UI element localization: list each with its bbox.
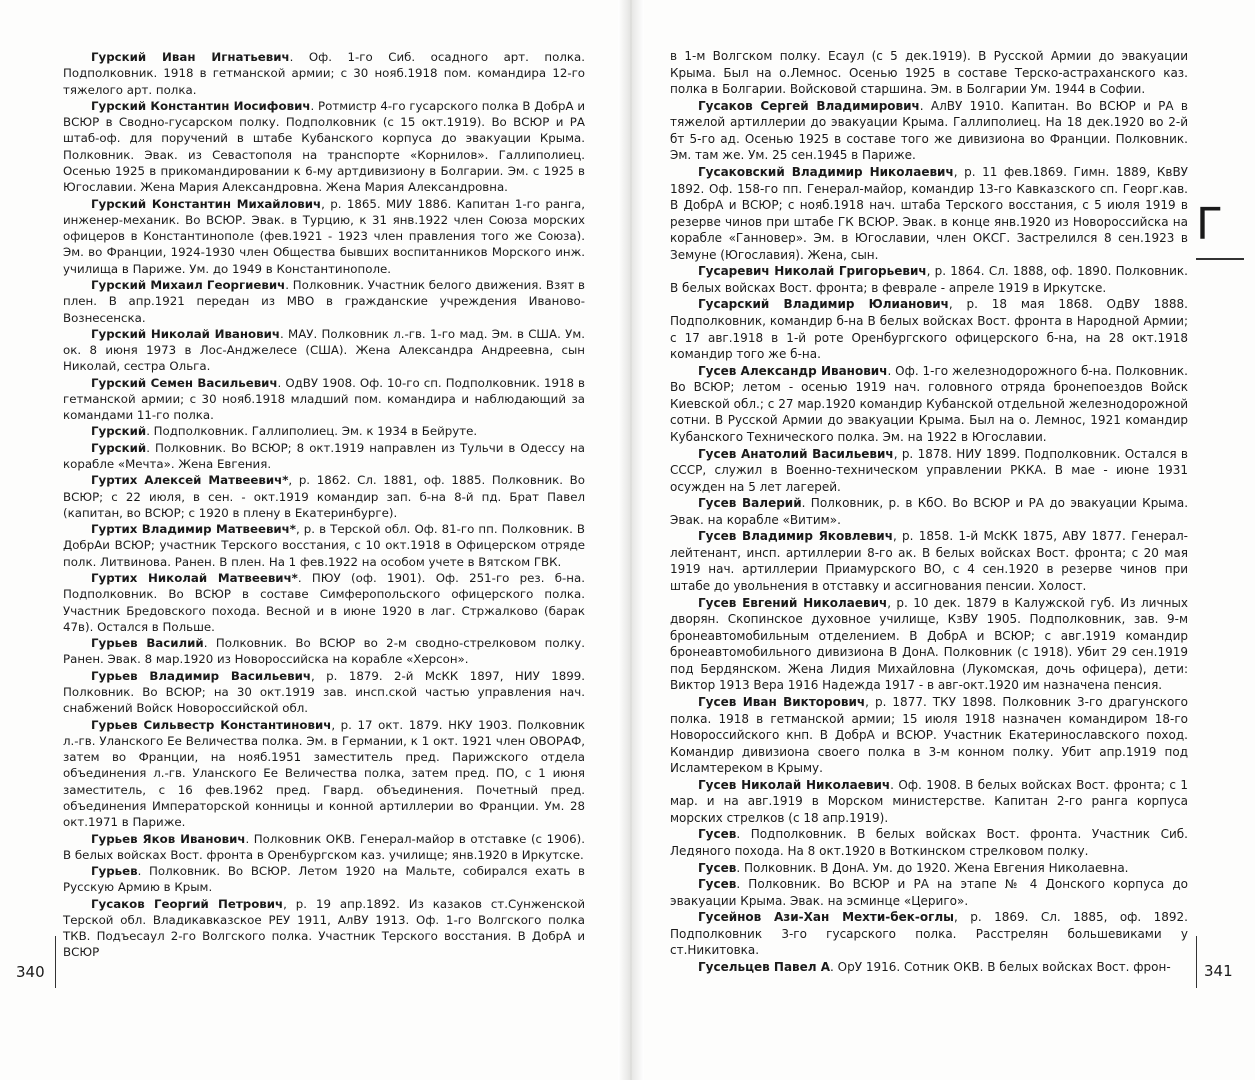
entry-text: , р. 1879. 2-й МсКК 1897, НИУ 1899. Полковник. Во ВСЮР; на 30 окт.1919 зав. инсп.ской частью управления нач. снабжений Войск Новороссийской обл. (63, 668, 585, 716)
entry-text: . Полковник ОКВ. Генерал-майор в отставке (с 1906). В белых войсках Вост. фронта в Оренбургском каз. училище; янв.1920 в Иркутске. (63, 831, 585, 862)
entry-text: . Полковник. В ДонА. Ум. до 1920. Жена Евгения Николаевна. (736, 860, 1129, 875)
entry (63, 863, 585, 896)
left-page-number: 340 (16, 963, 45, 981)
entry-name: Гурский Константин Иосифович (91, 98, 311, 113)
entry-text: . Оф. 1908. В белых войсках Вост. фронта; с 1 мар. и на авг.1919 в Морском министерстве. Капитан 2-го ранга корпуса морских стрелков (с 18 апр.1919). (670, 777, 1188, 825)
continuation-paragraph: в 1-м Волгском полку. Есаул (с 5 дек.1919). В Русской Армии до эвакуации Крыма. Был на о.Лемнос. Осенью 1925 в составе Терско-астраханского каз. полка в Болгарии. Войсковой старшина. Эм. в Болгарии Ум. 1944 в Софии. (670, 49, 1188, 97)
entry (63, 668, 585, 717)
entry-name: Гусаковский Владимир Николаевич (698, 164, 954, 179)
entry-text: , р. 10 дек. 1879 в Калужской губ. Из личных дворян. Скопинское духовное училище, КзВУ 1905. Подполковник, зав. 9-м бронеавтомобильным отделением. В ДобрА и ВСЮР; с авг.1919 командир бронеавтомобильного дивизиона В ДонА. Полковник (с 1918). Убит 29 сен.1919 под Бердянском. Жена Лидия Михайловна (Лукомская, дочь офицера), дети: Виктор 1913 Вера 1916 Надежда 1917 - в авг-окт.1920 им назначена пенсия. (670, 595, 1188, 693)
entry-name: Гусаков Георгий Петрович (91, 896, 284, 911)
entry (63, 521, 585, 570)
entry (63, 98, 585, 196)
entry-text: . Подполковник. В белых войсках Вост. фронта. Участник Сиб. Ледяного похода. На 8 окт.1920 в Воткинском стрелковом полку. (670, 827, 1188, 858)
entry (63, 196, 585, 277)
book-gutter (618, 0, 644, 1080)
entry (670, 98, 1188, 164)
entry-text: . Полковник. Участник белого движения. Взят в плен. В апр.1921 передан из МВО в гражданские учреждения Иваново-Вознесенска. (63, 277, 585, 325)
entry-name: Гусев Александр Иванович (698, 363, 888, 378)
entry-name: Гурский Николай Иванович (91, 326, 280, 341)
section-letter: Г (1196, 199, 1223, 250)
entry-name: Гусев (698, 877, 737, 892)
entry (63, 277, 585, 326)
entry-text: . Полковник. Во ВСЮР. Летом 1920 на Мальте, собирался ехать в Русскую Армию в Крым. (63, 864, 585, 895)
entry (63, 635, 585, 668)
entry-text: , р. 1864. Сл. 1888, оф. 1890. Полковник. В белых войсках Вост. фронта; в феврале - апреле 1919 в Иркутске. (670, 264, 1188, 295)
entry-text: . Полковник. Во ВСЮР во 2-м сводно-стрелковом полку. Ранен. Эвак. 8 мар.1920 из Новороссийска на корабле «Херсон». (63, 636, 585, 667)
entry-text: . Ротмистр 4-го гусарского полка В ДобрА и ВСЮР в Сводно-гусарском полку. Подполковник (с 15 окт.1919). Во ВСЮР и РА штаб-оф. для поручений в штабе Кубанского корпуса до эвакуации Крыма. Полковник. Эвак. из Севастополя на транспорте «Корнилов». Галлиполиец. Осенью 1925 в прикомандировании к 6-му артдивизиону в Болгарии. Эм. с 1925 в Югославии. Жена Мария Александровна. Жена Мария Александровна. (63, 98, 585, 195)
entry (670, 528, 1188, 594)
entry-text: . Полковник, р. в КбО. Во ВСЮР и РА до эвакуации Крыма. Эвак. на корабле «Витим». (670, 496, 1189, 527)
entry-text: , р. 1858. 1-й МсКК 1875, АВУ 1877. Генерал-лейтенант, инсп. артиллерии 8-го ак. В белых войсках Вост. фронта; с 20 мая 1919 нач. артиллерии Приамурского ВО, с 4 сен.1920 в резерве чинов при штабе до увольнения в отставку и ассигнования пенсии. Холост. (670, 529, 1188, 593)
entry-name: Гуртих Владимир Матвеевич* (91, 522, 296, 537)
entry-text: . Подполковник. Галлиполиец. Эм. к 1934 в Бейруте. (146, 424, 478, 439)
entry-name: Гурский Семен Васильевич (91, 375, 278, 390)
left-margin-rule (55, 936, 56, 988)
entry (670, 876, 1188, 909)
entry-name: Гусаревич Николай Григорьевич (698, 264, 927, 279)
entry-name: Гусев Евгений Николаевич (698, 595, 888, 610)
entry-name: Гусев Анатолий Васильевич (698, 446, 894, 461)
left-page-text (63, 49, 585, 961)
entry (63, 472, 585, 521)
entry-text: , р. 19 апр.1892. Из казаков ст.Сунженской Терской обл. Владикавказское РЕУ 1911, АлВУ 1913. Оф. 1-го Волгского полка ТКВ. Подъесаул 2-го Волгского полка. Участник Терского восстания. В ДобрА и ВСЮР (63, 896, 585, 960)
entry-name: Гусев Иван Викторович (698, 694, 866, 709)
entry-name: Гусев (698, 860, 737, 875)
entry-text: . ОрУ 1916. Сотник ОКВ. В белых войсках Вост. фрон- (830, 959, 1171, 974)
entry (670, 595, 1188, 694)
entry-text: . ОдВУ 1908. Оф. 10-го сп. Подполковник. 1918 в гетманской армии; с 30 нояб.1918 младший пом. командира и наблюдающий за командами 11-го полка. (63, 375, 585, 423)
entry (670, 164, 1188, 263)
entry-text: . ПЮУ (оф. 1901). Оф. 251-го рез. б-на. Подполковник. Во ВСЮР в составе Симферопольского офицерского полка. Участник Бредовского похода. Весной и в июне 1920 в лаг. Стржалково (барак 47в). Остался в Польше. (63, 571, 585, 634)
entry-text: . Полковник. Во ВСЮР и РА на этапе № 4 Донского корпуса до эвакуации Крыма. Эвак. на эсминце «Цериго». (670, 877, 1188, 908)
entry (63, 49, 585, 98)
entry-text: , р. 1869. Сл. 1885, оф. 1892. Подполковник 3-го гусарского полка. Расстрелян большевиками у ст.Никитовка. (670, 910, 1188, 958)
entry-name: Гусев Валерий (698, 496, 802, 511)
entry-name: Гусев (698, 827, 737, 842)
entry-text: , р. 1862. Сл. 1881, оф. 1885. Полковник. Во ВСЮР; с 22 июля, в сен. - окт.1919 командир зап. б-на 8-й пд. Брат Павел (капитан, во ВСЮР; с 1920 в плену в Екатеринбурге). (63, 473, 585, 520)
entry (670, 909, 1188, 959)
entry-name: Гурьев Яков Иванович (91, 831, 246, 846)
entry (670, 363, 1188, 446)
right-margin-rule (1196, 936, 1197, 988)
entry (670, 446, 1188, 496)
entry (63, 423, 585, 439)
entry (63, 831, 585, 864)
entry-name: Гурьев Сильвестр Константинович (91, 717, 332, 732)
entry-name: Гусаков Сергей Владимирович (698, 98, 920, 113)
entry-name: Гурский Иван Игнатьевич (91, 50, 290, 64)
entry-name: Гуртих Алексей Матвеевич* (91, 473, 289, 488)
entry (670, 495, 1188, 528)
entry-name: Гусарский Владимир Юлианович (698, 297, 949, 312)
entry (670, 296, 1188, 362)
entry-text: . МАУ. Полковник л.-гв. 1-го мад. Эм. в США. Ум. ок. 8 июня 1973 в Лос-Анджелесе (США). Жена Александра Андреевна, сын Николай, сестра Ольга. (63, 326, 585, 374)
entry-name: Гусев Владимир Яковлевич (698, 529, 893, 544)
entry-text: , р. 1878. НИУ 1899. Подполковник. Остался в СССР, служил в Военно-техническом управлении РККА. В мае - июне 1931 осужден на 5 лет лагерей. (670, 446, 1189, 494)
entry (63, 896, 585, 961)
entry (63, 375, 585, 424)
entry-name: Гурьев Василий (91, 636, 204, 651)
right-page-number: 341 (1204, 962, 1233, 980)
entry-text: , р. 1877. ТКУ 1898. Полковник 3-го драгунского полка. 1918 в гетманской армии; 15 июля 1918 назначен командиром 18-го Новороссийского кнп. В ДобрА и ВСЮР. Участник Екатеринославского поход. Командир дивизиона своего полка в 3-м конном полку. Убит апр.1919 под Исламтереком в Крыму. (670, 694, 1188, 776)
entry-name: Гурский (91, 440, 147, 455)
entry (670, 860, 1188, 877)
entry-text: , р. 18 мая 1868. ОдВУ 1888. Подполковник, командир б-на В белых войсках Вост. фронта в Народной Армии; с 17 авг.1918 в 1-й роте Оренбургского офицерского б-на, на 28 окт.1918 командир того же б-на. (670, 297, 1188, 362)
entry-text: . Полковник. Во ВСЮР; 8 окт.1919 направлен из Тульчи в Одессу на корабле «Мечта». Жена Евгения. (63, 440, 585, 472)
entry-text: . АлВУ 1910. Капитан. Во ВСЮР и РА в тяжелой артиллерии до эвакуации Крыма. Галлиполиец. На 18 дек.1920 во 2-й бт 5-го ад. Осенью 1925 в составе того же дивизиона во Франции. Полковник. Эм. там же. Ум. 25 сен.1945 в Париже. (670, 98, 1189, 163)
entry-name: Гурьев (91, 864, 138, 879)
entry (63, 717, 585, 831)
section-letter-rule (1196, 258, 1244, 260)
entry (63, 440, 585, 473)
entry-name: Гуртих Николай Матвеевич* (91, 571, 298, 585)
entry-text: , р. 11 фев.1869. Гимн. 1889, КвВУ 1892. Оф. 158-го пп. Генерал-майор, командир 13-го Кавказского сп. Георг.кав. В ДобрА и ВСЮР; с нояб.1918 нач. штаба Терского восстания, с 5 июля 1919 в резерве чинов при штабе ГК ВСЮР. Эвак. в конце янв.1920 из Новороссийска на корабле «Ганновер». Эм. в Югославии, член ОКСГ. Застрелился 8 сен.1923 в Земуне (Югославия). Жена, сын. (670, 164, 1188, 262)
entry-name: Гусейнов Ази-Хан Мехти-бек-оглы (698, 910, 955, 925)
entry-name: Гурский (91, 424, 147, 439)
entry-text: , р. в Терской обл. Оф. 81-го пп. Полковник. В ДобрАи ВСЮР; участник Терского восстания, с 10 окт.1918 в Офицерском отряде полк. Литвинова. Ранен. В плен. На 1 фев.1922 на особом учете в Вятском ГВК. (63, 522, 585, 569)
entry-text: , р. 1865. МИУ 1886. Капитан 1-го ранга, инженер-механик. Во ВСЮР. Эвак. в Турцию, к 31 янв.1922 член Союза морских офицеров в Константинополе (фев.1921 - 1923 член правления того же Союза). Эм. во Франции, 1924-1930 член Общества бывших воспитанников Морского инж. училища в Париже. Ум. до 1949 в Константинополе. (63, 196, 585, 276)
entry (63, 570, 585, 635)
entry-name: Гусельцев Павел А (698, 959, 831, 974)
entry-name: Гурский Михаил Георгиевич (91, 277, 286, 292)
right-page-text (670, 48, 1188, 976)
entry (670, 263, 1188, 296)
entry (670, 777, 1188, 827)
entry (670, 959, 1188, 976)
entry-text: . Оф. 1-го Сиб. осадного арт. полка. Подполковник. 1918 в гетманской армии; с 30 нояб.1918 пом. командира 12-го тяжелого арт. полка. (63, 50, 586, 97)
entry-text: . Оф. 1-го железнодорожного б-на. Полковник. Во ВСЮР; летом - осенью 1919 нач. головного отряда бронепоездов Войск Киевской обл.; с 27 мар.1920 командир Кубанской отдельной железнодорожной сотни. В Русской Армии до эвакуации Крыма. Был на о. Лемнос, 1921 командир Кубанского Технического полка. Эм. на 1922 в Югославии. (670, 363, 1188, 444)
entry (63, 326, 585, 375)
entry (670, 694, 1188, 777)
entry (670, 826, 1188, 859)
entry-name: Гурьев Владимир Васильевич (91, 668, 312, 683)
entry-name: Гусев Николай Николаевич (698, 777, 891, 792)
entry-text: , р. 17 окт. 1879. НКУ 1903. Полковник л.-гв. Уланского Ее Величества полка. Эм. в Германии, к 1 окт. 1921 член ОВОРАФ, затем во Франции, на нояб.1951 заместитель пред. Парижского отдела объединения л.-гв. Уланского Ее Величества полка, затем пред. ПО, с 1 июня заместитель, с 16 фев.1962 пред. Гвард. объединения. Почетный пред. объединения Императорской конницы и конной артиллерии во Франции. Ум. 28 окт.1971 в Париже. (63, 717, 585, 830)
entry-name: Гурский Константин Михайлович (91, 196, 322, 211)
